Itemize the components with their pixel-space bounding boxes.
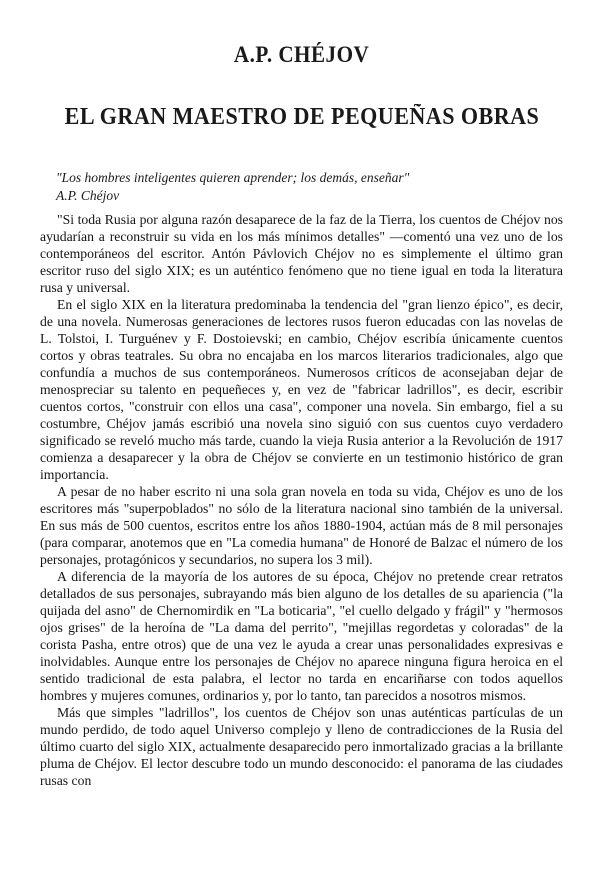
epigraph-quote: "Los hombres inteligentes quieren aprender; los demás, enseñar" [56,170,410,185]
epigraph [40,169,563,204]
article-body [40,211,563,789]
paragraph-2: En el siglo XIX en la literatura predominaba la tendencia del "gran lienzo épico", es decir, de una novela. Numerosas generaciones de lectores rusos fueron educadas con las novelas de L. Tolstoi, I. Turguénev y F. Dostoievski; en cambio, Chéjov escribía únicamente cuentos cortos y obras teatrales. Su obra no encajaba en los marcos literarios tradicionales, algo que confundía a muchos de sus contemporáneos. Numerosos críticos de aconsejaban dejar de menospreciar su talento en pequeñeces y, en vez de "fabricar ladrillos", es decir, escribir cuentos cortos, "construir con ellos una casa", componer una novela. Sin embargo, fiel a su costumbre, Chéjov jamás escribió una novela sino siguió con sus cuentos cuyo verdadero significado se reveló mucho más tarde, cuando la vieja Rusia anterior a la Revolución de 1917 comienza a desaparecer y la obra de Chéjov se convierte en un testimonio histórico de gran importancia. [40,297,563,482]
page-subtitle [40,104,563,131]
page-title [40,42,563,68]
page-title-text: A.P. CHÉJOV [233,42,370,67]
epigraph-attribution: A.P. Chéjov [56,187,120,203]
paragraph-3: A pesar de no haber escrito ni una sola gran novela en toda su vida, Chéjov es uno de los escritores más "superpoblados" no sólo de la literatura nacional sino también de la universal. En sus más de 500 cuentos, escritos entre los años 1880-1904, actúan más de 8 mil personajes (para comparar, anotemos que en "La comedia humana" de Honoré de Balzac el número de los personajes, protagónicos y secundarios, no supera los 3 mil). [40,484,563,567]
paragraph-5: Más que simples "ladrillos", los cuentos de Chéjov son unas auténticas partículas de un mundo perdido, de todo aquel Universo complejo y lleno de contradicciones de la Rusia del último cuarto del siglo XIX, actualmente desaparecido pero inmortalizado gracias a la brillante pluma de Chéjov. El lector descubre todo un mundo desconocido: el panorama de las ciudades rusas con [40,705,563,788]
paragraph-4: A diferencia de la mayoría de los autores de su época, Chéjov no pretende crear retratos detallados de sus personajes, subrayando más bien alguno de los detalles de su apariencia ("la quijada del asno" de Chernomirdik en "La boticaria", "el cuello delgado y frágil" y "hermosos ojos grises" de la heroína de "La dama del perrito", "mejillas regordetas y coloradas" de la corista Pasha, entre otros) que de una vez le ayuda a crear unas personalidades expresivas e inolvidables. Aunque entre los personajes de Chéjov no aparece ninguna figura heroica en el sentido tradicional de esta palabra, el lector no tarda en encariñarse con todos aquellos hombres y mujeres comunes, ordinarios y, por lo tanto, tan parecidos a nosotros mismos. [40,569,563,703]
paragraph-1: "Si toda Rusia por alguna razón desaparece de la faz de la Tierra, los cuentos de Chéjov nos ayudarían a reconstruir su vida en los más mínimos detalles" —comentó una vez uno de los contemporáneos del escritor. Antón Pávlovich Chéjov no es simplemente el último gran escritor ruso del siglo XIX; es un auténtico fenómeno que no tiene igual en toda la literatura rusa y universal. [40,212,563,295]
page-subtitle-text: EL GRAN MAESTRO DE PEQUEÑAS OBRAS [64,104,539,130]
